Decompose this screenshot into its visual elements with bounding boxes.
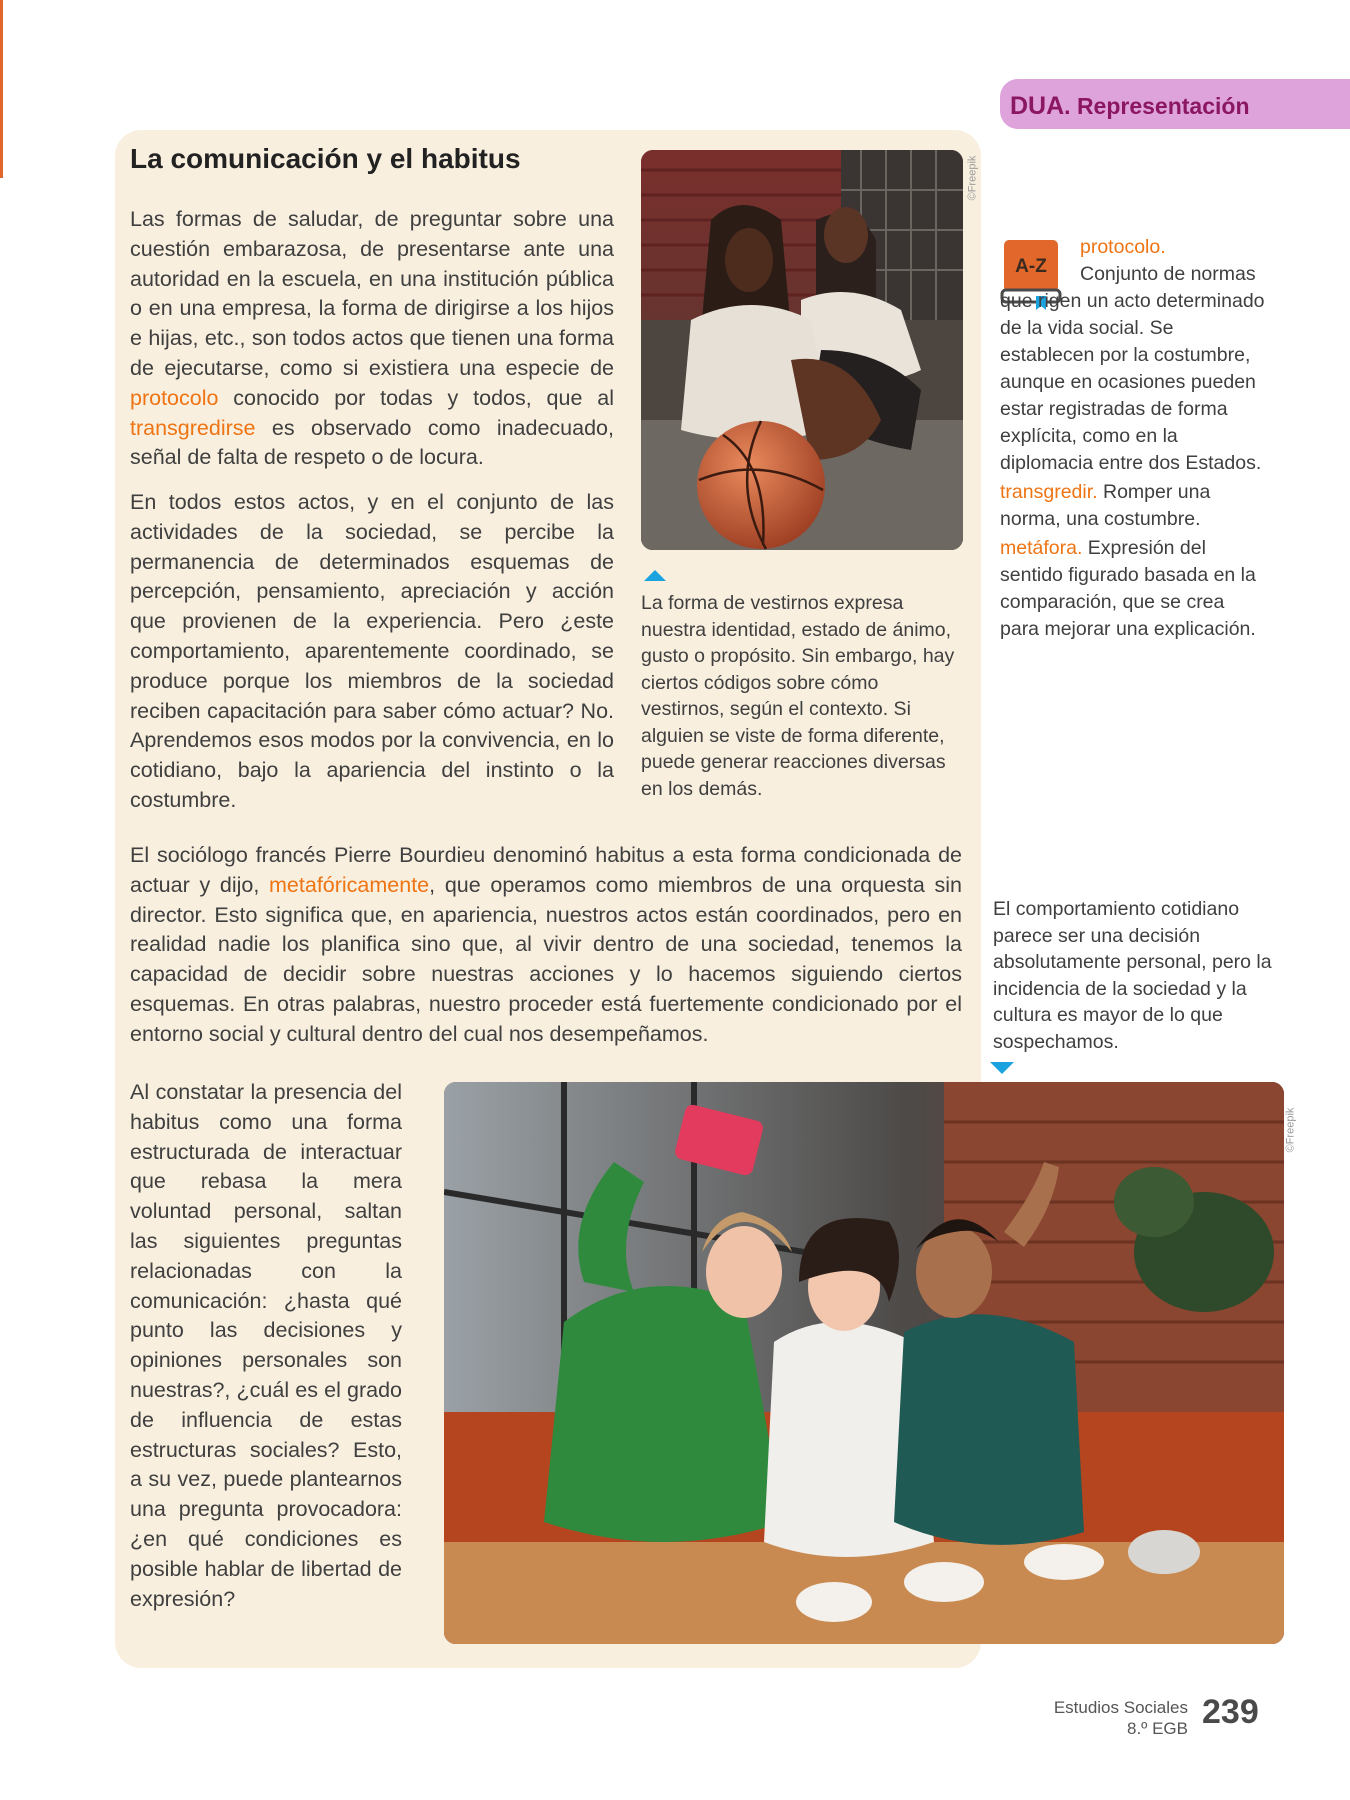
- glossary-icon-label: A-Z: [1015, 256, 1047, 277]
- glossary-term: metáfora.: [1000, 537, 1083, 559]
- photo-credit-2: ©Freepik: [1284, 1107, 1297, 1153]
- highlight-protocolo[interactable]: protocolo: [130, 385, 219, 410]
- caption-selfie: El comportamiento cotidiano parece ser una decisión absolutamente personal, pero la incidencia de la sociedad y la cultura es mayor de lo que sospechamos.: [993, 898, 1272, 1053]
- glossary-term: transgredir.: [1000, 481, 1098, 503]
- caption-basketball: La forma de vestirnos expresa nuestra identidad, estado de ánimo, gusto o propósito. Sin embargo, hay ciertos códigos sobre cómo vestirnos, según el contexto. Si alguien se viste de forma diferente, puede generar reacciones diversas en los demás.: [641, 592, 955, 800]
- paragraph-1: [130, 205, 614, 473]
- glossary-def: Conjunto de normas que rigen un acto determinado de la vida social. Se establecen por la costumbre, aunque en ocasiones pueden estar registradas de forma explícita, como en la diplomacia entre dos Estados.: [1000, 263, 1265, 474]
- caption-marker-down-icon: [990, 1062, 1014, 1074]
- basketball-photo: [641, 150, 963, 550]
- page-edge-line: [0, 0, 3, 178]
- glossary-item-metafora: [1000, 535, 1265, 643]
- dua-label: DUA: [1010, 92, 1065, 120]
- glossary-item-protocolo: [1000, 234, 1265, 261]
- paragraph-3-b: , que operamos como miembros de una orquesta sin director. Esto significa que, en apariencia, nuestros actos están coordinados, pero en realidad nadie los planifica sino que, al vivir dentro de una sociedad, tenemos la capacidad de decidir sobre nuestras acciones y lo hacemos siguiendo ciertos esquemas. En otras palabras, nuestro proceder está fuertemente condicionado por el entorno social y cultural dentro del cual nos desempeñamos.: [130, 872, 962, 1046]
- paragraph-1-b: conocido por todas y todos, que al: [218, 385, 614, 410]
- paragraph-2: En todos estos actos, y en el conjunto de las actividades de la sociedad, se percibe la permanencia de determinados esquemas de percepción, pensamiento, apreciación y acción que provienen de la experiencia. Pero ¿este comportamiento, aparentemente coordinado, se produce porque los miembros de la sociedad reciben capacitación para saber cómo actuar? No. Aprendemos esos modos por la convivencia, en lo cotidiano, bajo la apariencia del instinto o la costumbre.: [130, 490, 614, 812]
- highlight-transgredirse[interactable]: transgredirse: [130, 415, 256, 440]
- glossary-item-transgredir: [1000, 479, 1265, 533]
- glossary-def: Romper una norma, una costumbre.: [1000, 481, 1211, 530]
- highlight-metaforicamente[interactable]: metafóricamente: [269, 872, 430, 897]
- footer-grade: 8.º EGB: [1126, 1719, 1188, 1738]
- paragraph-3-a: El sociólogo francés Pierre Bourdieu denominó habitus a esta forma condicionada de actuar y dijo,: [130, 843, 962, 897]
- paragraph-1-c: es observado como inadecuado, señal de falta de respeto o de locura.: [130, 415, 614, 470]
- glossary-term: protocolo.: [1080, 236, 1166, 258]
- paragraph-1-a: Las formas de saludar, de preguntar sobre una cuestión embarazosa, de presentarse ante una autoridad en la escuela, en una institución pública o en una empresa, la forma de dirigirse a los hijos e hijas, etc., son todos actos que tienen una forma de ejecutarse, como si existiera una especie de: [130, 207, 614, 380]
- glossary-def: Expresión del sentido figurado basada en la comparación, que se crea para mejorar una explicación.: [1000, 537, 1256, 640]
- dua-title: [1010, 92, 1250, 121]
- section-title: La comunicación y el habitus: [130, 143, 521, 174]
- paragraph-4: Al constatar la presencia del habitus como una forma estructurada de interactuar que rebasa la mera voluntad personal, saltan las siguientes preguntas relacionadas con la comunicación: ¿hasta qué punto las decisiones y opiniones personales son nuestras?, ¿cuál es el grado de influencia de estas estructuras sociales? Esto, a su vez, puede plantearnos una pregunta provocadora: ¿en qué condiciones es posible hablar de libertad de expresión?: [130, 1080, 402, 1611]
- photo-credit-1: ©Freepik: [966, 155, 979, 201]
- caption-marker-up-icon: [644, 570, 666, 581]
- glossary-item-protocolo-def: [1000, 261, 1265, 477]
- glossary: [1000, 234, 1265, 645]
- dua-subtitle: . Representación: [1064, 93, 1250, 119]
- paragraph-3: [130, 841, 962, 1050]
- page-number: 239: [1202, 1693, 1259, 1731]
- selfie-photo: [444, 1082, 1284, 1644]
- footer-subject: Estudios Sociales: [1053, 1698, 1188, 1717]
